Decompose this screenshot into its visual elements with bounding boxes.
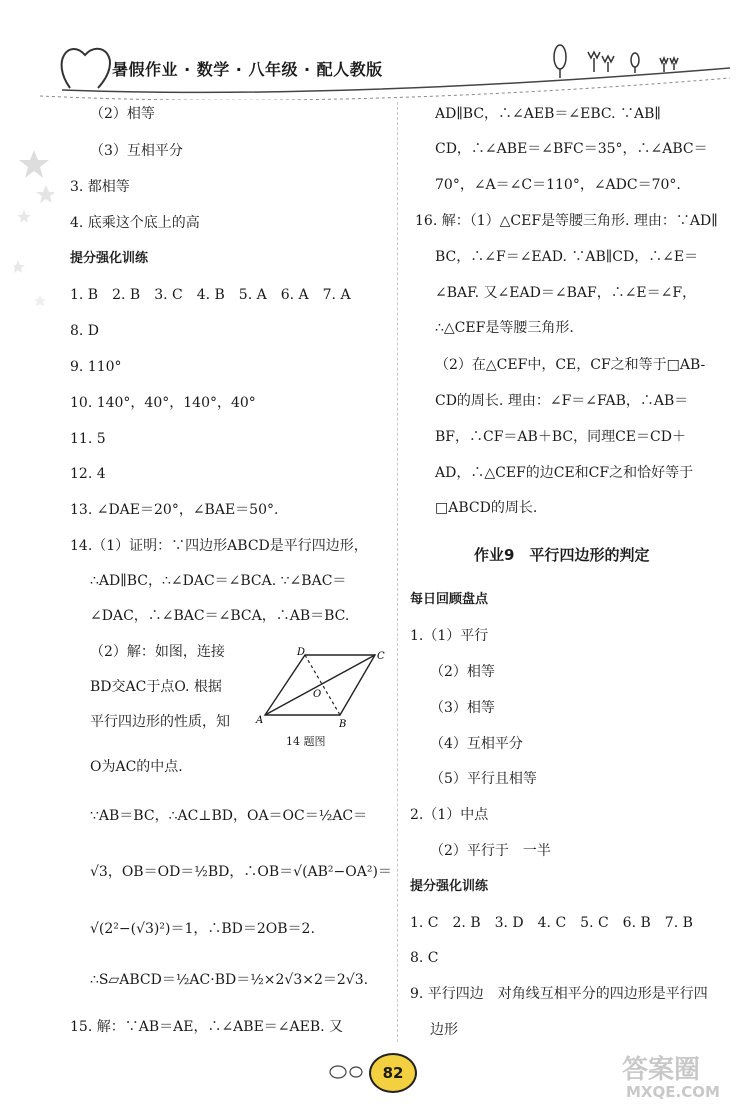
- watermark-bottom: MXQE.COM: [626, 1083, 720, 1100]
- header-title: 暑假作业 · 数学 · 八年级 · 配人教版: [112, 60, 383, 79]
- text-line: 1. B 2. B 3. C 4. B 5. A 6. A 7. A: [70, 287, 351, 303]
- text-line: 3. 都相等: [70, 179, 130, 195]
- text-line: 4. 底乘这个底上的高: [70, 215, 200, 231]
- text-line: 9. 平行四边 对角线互相平分的四边形是平行四: [410, 986, 708, 1002]
- text-line: （2）相等: [90, 106, 155, 122]
- text-line: （4）互相平分: [430, 736, 523, 752]
- text-line: O为AC的中点.: [90, 759, 183, 775]
- heart-icon: [62, 49, 110, 88]
- text-line: ∵AB＝BC，∴AC⊥BD，OA＝OC＝½AC＝: [90, 808, 368, 824]
- watermark-top: 答案圈: [622, 1055, 701, 1085]
- text-line: ∠BAF. 又∠EAD＝∠BAF，∴∠E＝∠F，: [435, 285, 697, 301]
- section-title: 作业9 平行四边形的判定: [474, 546, 650, 564]
- text-line: 1.（1）平行: [410, 628, 489, 644]
- text-line: □ABCD的周长.: [435, 500, 538, 516]
- text-line: AD，∴△CEF的边CE和CF之和恰好等于: [435, 465, 694, 481]
- text-line: ∴AD∥BC，∴∠DAC＝∠BCA. ∵∠BAC＝: [90, 573, 347, 589]
- diagonal-bd: [305, 655, 340, 715]
- text-line: ∠DAC，∴∠BAC＝∠BCA，∴AB＝BC.: [90, 608, 350, 624]
- tree-icon: [554, 45, 566, 78]
- text-line: （2）在△CEF中，CE，CF之和等于□AB-: [435, 357, 706, 373]
- tulip-small-icon: [660, 58, 678, 72]
- text-line: ∴S▱ABCD＝½AC·BD＝½×2√3×2＝2√3.: [90, 972, 369, 988]
- page-header: [40, 30, 730, 100]
- text-line: 9. 110°: [70, 359, 122, 375]
- tulip-icon: [588, 52, 614, 72]
- figure-caption: 14 题图: [286, 735, 326, 748]
- text-line: （3）相等: [430, 700, 495, 716]
- text-line: √(2²−(√3)²)＝1，∴BD＝2OB＝2.: [90, 921, 315, 937]
- text-line: 16. 解：（1）△CEF是等腰三角形. 理由：∵AD∥: [415, 213, 718, 229]
- text-line: 13. ∠DAE＝20°，∠BAE＝50°.: [70, 502, 279, 518]
- text-line: 14.（1）证明：∵四边形ABCD是平行四边形，: [70, 538, 368, 554]
- text-line: BF，∴CF＝AB＋BC，同理CE＝CD＋: [435, 429, 686, 445]
- text-line: BD交AC于点O. 根据: [90, 679, 222, 695]
- text-line: 8. D: [70, 323, 100, 339]
- section-heading: 提分强化训练: [410, 879, 489, 894]
- label-c: C: [377, 651, 385, 662]
- text-line: 1. C 2. B 3. D 4. C 5. C 6. B 7. B: [410, 915, 693, 931]
- text-line: （2）平行于 一半: [430, 843, 551, 859]
- text-line: （3）互相平分: [90, 143, 183, 159]
- watermark-logo: [618, 1050, 738, 1100]
- page-number: 82: [369, 1053, 417, 1093]
- parallelogram-figure: [255, 645, 385, 745]
- page-ornament-icon: [328, 1062, 368, 1082]
- text-line: （2）相等: [430, 664, 495, 680]
- text-line: CD的周长. 理由：∠F＝∠FAB，∴AB＝: [435, 393, 689, 409]
- text-line: ∴△CEF是等腰三角形.: [435, 320, 574, 336]
- text-line: 11. 5: [70, 431, 106, 447]
- text-line: 边形: [430, 1022, 458, 1038]
- text-line: 10. 140°，40°，140°，40°: [70, 395, 256, 411]
- diagonal-ac: [265, 655, 375, 715]
- text-line: AD∥BC，∴∠AEB＝∠EBC. ∵AB∥: [435, 106, 661, 122]
- section-heading: 每日回顾盘点: [410, 592, 489, 607]
- label-b: B: [339, 719, 347, 730]
- text-line: CD，∴∠ABE＝∠BFC＝35°，∴∠ABC＝: [435, 141, 708, 157]
- label-d: D: [297, 647, 306, 658]
- text-line: 8. C: [410, 950, 439, 966]
- text-line: 12. 4: [70, 466, 106, 482]
- star-decoration-icon: [14, 150, 54, 320]
- section-heading: 提分强化训练: [70, 251, 149, 266]
- label-a: A: [256, 715, 264, 726]
- text-line: 15. 解：∵AB＝AE，∴∠ABE＝∠AEB. 又: [70, 1019, 344, 1035]
- text-line: （5）平行且相等: [430, 771, 537, 787]
- tree-small-icon: [631, 53, 639, 73]
- label-o: O: [313, 689, 322, 700]
- text-line: 70°，∠A＝∠C＝110°，∠ADC＝70°.: [435, 177, 681, 193]
- text-line: 平行四边形的性质，知: [90, 714, 230, 730]
- text-line: BC，∴∠F＝∠EAD. ∵AB∥CD，∴∠E＝: [435, 249, 699, 265]
- column-divider: [397, 102, 398, 1042]
- text-line: 2.（1）中点: [410, 807, 489, 823]
- text-line: （2）解：如图，连接: [90, 644, 225, 660]
- text-line: √3，OB＝OD＝½BD，∴OB＝√(AB²−OA²)＝: [90, 864, 392, 880]
